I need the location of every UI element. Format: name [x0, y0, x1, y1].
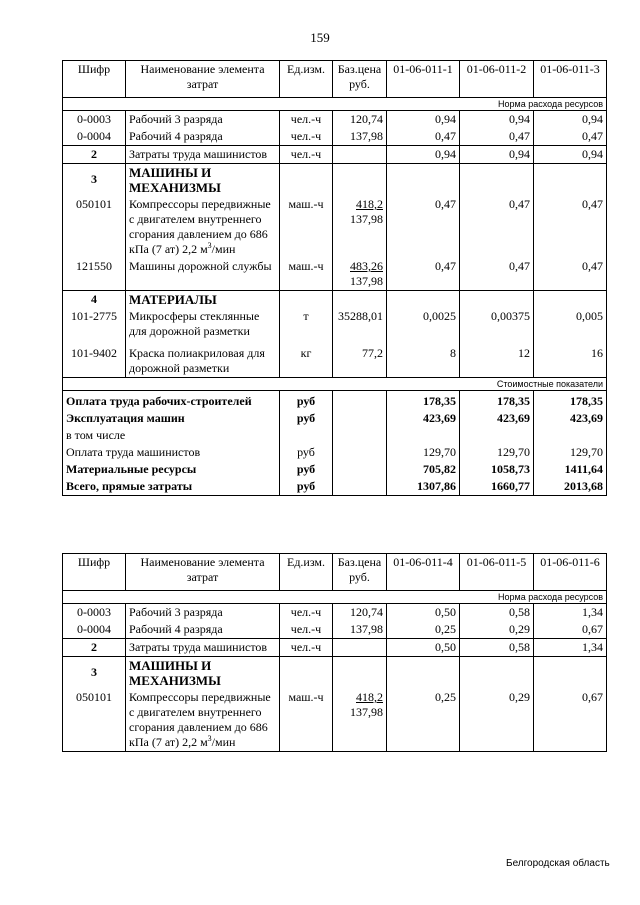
value-cell: 8 [387, 340, 460, 378]
code-cell: 050101 [63, 196, 126, 258]
value-cell: 0,58 [460, 604, 534, 622]
header-col: 01-06-011-5 [460, 554, 534, 591]
header-name: Наименование элемента затрат [126, 61, 280, 98]
cost-row [63, 391, 607, 411]
price-cell: 35288,01 [333, 308, 387, 340]
header-unit: Ед.изм. [280, 61, 333, 98]
unit-cell: маш.-ч [280, 196, 333, 258]
value-cell: 0,0025 [387, 308, 460, 340]
value-cell: 423,69 [387, 410, 460, 427]
table-row [63, 258, 607, 291]
table-header [63, 61, 607, 98]
unit-cell: руб [280, 410, 333, 427]
price-cell: 483,26 137,98 [333, 258, 387, 291]
table-header [63, 554, 607, 591]
code-cell: 0-0003 [63, 111, 126, 129]
table-row [63, 146, 607, 164]
unit-cell: руб [280, 444, 333, 461]
unit-cell: руб [280, 461, 333, 478]
code-cell: 0-0004 [63, 128, 126, 146]
value-cell: 1,34 [534, 604, 607, 622]
name-cell: Всего, прямые затраты [63, 478, 280, 496]
value-cell: 1,34 [534, 639, 607, 657]
unit-cell: чел.-ч [280, 639, 333, 657]
price-cell: 120,74 [333, 111, 387, 129]
code-cell: 3 [63, 164, 126, 197]
name-cell: Рабочий 4 разряда [126, 128, 280, 146]
header-code: Шифр [63, 61, 126, 98]
value-cell: 0,25 [387, 689, 460, 752]
value-cell: 0,25 [387, 621, 460, 639]
unit-cell: чел.-ч [280, 111, 333, 129]
value-cell: 1058,73 [460, 461, 534, 478]
section-title: МАТЕРИАЛЫ [126, 291, 280, 309]
table-row [63, 604, 607, 622]
header-col: 01-06-011-1 [387, 61, 460, 98]
table-row [63, 621, 607, 639]
cost-row [63, 427, 607, 444]
table-row [63, 639, 607, 657]
resource-table-2 [62, 553, 607, 752]
name-cell: Машины дорожной службы [126, 258, 280, 291]
header-col: 01-06-011-3 [534, 61, 607, 98]
table-row [63, 111, 607, 129]
header-name: Наименование элемента затрат [126, 554, 280, 591]
unit-cell: маш.-ч [280, 258, 333, 291]
name-cell: Рабочий 3 разряда [126, 111, 280, 129]
cost-row [63, 461, 607, 478]
header-col: 01-06-011-4 [387, 554, 460, 591]
name-cell: Рабочий 3 разряда [126, 604, 280, 622]
name-cell: Материальные ресурсы [63, 461, 280, 478]
region-footer: Белгородская область [506, 858, 610, 869]
cost-row [63, 478, 607, 496]
header-code: Шифр [63, 554, 126, 591]
name-cell: Компрессоры передвижные с двигателем внутреннего сгорания давлением до 686 кПа (7 ат) 2,2 $м^3$/мин [126, 196, 280, 258]
table-row [63, 689, 607, 752]
value-cell: 0,47 [460, 258, 534, 291]
price-cell: 418,2 137,98 [333, 689, 387, 752]
cost-row [63, 444, 607, 461]
value-cell: 0,29 [460, 689, 534, 752]
unit-cell: маш.-ч [280, 689, 333, 752]
value-cell: 0,94 [534, 111, 607, 129]
value-cell: 1660,77 [460, 478, 534, 496]
code-cell: 0-0004 [63, 621, 126, 639]
value-cell: 0,47 [534, 128, 607, 146]
norm-label: Норма расхода ресурсов [63, 98, 607, 111]
value-cell: 129,70 [460, 444, 534, 461]
value-cell: 12 [460, 340, 534, 378]
section-row [63, 164, 607, 197]
unit-cell: чел.-ч [280, 146, 333, 164]
value-cell: 0,58 [460, 639, 534, 657]
value-cell: 0,67 [534, 621, 607, 639]
value-cell: 0,50 [387, 604, 460, 622]
page-number: 159 [310, 30, 330, 45]
code-cell: 121550 [63, 258, 126, 291]
value-cell: 2013,68 [534, 478, 607, 496]
name-cell: Оплата труда машинистов [63, 444, 280, 461]
unit-cell: т [280, 308, 333, 340]
code-cell: 4 [63, 291, 126, 309]
code-cell: 3 [63, 657, 126, 690]
name-cell: Компрессоры передвижные с двигателем внутреннего сгорания давлением до 686 кПа (7 ат) 2,2 $м^3$/мин [126, 689, 280, 752]
unit-cell: руб [280, 478, 333, 496]
value-cell: 0,47 [387, 258, 460, 291]
name-cell: Краска полиакриловая для дорожной разметки [126, 340, 280, 378]
price-cell: 418,2 137,98 [333, 196, 387, 258]
code-cell: 2 [63, 146, 126, 164]
section-title: МАШИНЫ И МЕХАНИЗМЫ [126, 164, 280, 197]
value-cell: 0,94 [460, 146, 534, 164]
price-cell: 137,98 [333, 621, 387, 639]
value-cell: 0,47 [534, 258, 607, 291]
unit-cell: руб [280, 391, 333, 411]
price-cell: 120,74 [333, 604, 387, 622]
header-price: Баз.цена руб. [333, 61, 387, 98]
section-row [63, 291, 607, 309]
value-cell: 0,47 [387, 196, 460, 258]
value-cell: 0,47 [534, 196, 607, 258]
unit-cell: чел.-ч [280, 621, 333, 639]
value-cell: 705,82 [387, 461, 460, 478]
value-cell: 0,94 [534, 146, 607, 164]
value-cell: 423,69 [460, 410, 534, 427]
price-cell: 137,98 [333, 128, 387, 146]
code-cell: 050101 [63, 689, 126, 752]
value-cell: 129,70 [387, 444, 460, 461]
name-cell: Оплата труда рабочих-строителей [63, 391, 280, 411]
code-cell: 101-2775 [63, 308, 126, 340]
value-cell: 129,70 [534, 444, 607, 461]
name-cell: Рабочий 4 разряда [126, 621, 280, 639]
value-cell: 0,00375 [460, 308, 534, 340]
code-cell: 101-9402 [63, 340, 126, 378]
value-cell: 1411,64 [534, 461, 607, 478]
norm-label: Норма расхода ресурсов [63, 591, 607, 604]
section-title: МАШИНЫ И МЕХАНИЗМЫ [126, 657, 280, 690]
header-col: 01-06-011-2 [460, 61, 534, 98]
code-cell: 2 [63, 639, 126, 657]
table-row [63, 340, 607, 378]
value-cell: 0,005 [534, 308, 607, 340]
price-cell: 77,2 [333, 340, 387, 378]
table-row [63, 308, 607, 340]
value-cell: 178,35 [387, 391, 460, 411]
value-cell: 178,35 [460, 391, 534, 411]
table-row [63, 128, 607, 146]
value-cell: 423,69 [534, 410, 607, 427]
value-cell: 0,94 [387, 146, 460, 164]
value-cell: 0,94 [387, 111, 460, 129]
table-row [63, 196, 607, 258]
code-cell: 0-0003 [63, 604, 126, 622]
header-col: 01-06-011-6 [534, 554, 607, 591]
unit-cell: чел.-ч [280, 128, 333, 146]
resource-table-1 [62, 60, 607, 496]
value-cell: 0,47 [460, 196, 534, 258]
unit-cell: чел.-ч [280, 604, 333, 622]
value-cell: 0,67 [534, 689, 607, 752]
cost-label: Стоимостные показатели [63, 378, 607, 391]
value-cell: 0,29 [460, 621, 534, 639]
name-cell: Микросферы стеклянные для дорожной разметки [126, 308, 280, 340]
name-cell: Затраты труда машинистов [126, 146, 280, 164]
value-cell: 0,94 [460, 111, 534, 129]
section-row [63, 657, 607, 690]
value-cell: 178,35 [534, 391, 607, 411]
name-cell: в том числе [63, 427, 280, 444]
value-cell: 16 [534, 340, 607, 378]
header-price: Баз.цена руб. [333, 554, 387, 591]
name-cell: Затраты труда машинистов [126, 639, 280, 657]
cost-row [63, 410, 607, 427]
unit-cell: кг [280, 340, 333, 378]
header-unit: Ед.изм. [280, 554, 333, 591]
value-cell: 0,47 [387, 128, 460, 146]
name-cell: Эксплуатация машин [63, 410, 280, 427]
value-cell: 0,50 [387, 639, 460, 657]
value-cell: 0,47 [460, 128, 534, 146]
value-cell: 1307,86 [387, 478, 460, 496]
